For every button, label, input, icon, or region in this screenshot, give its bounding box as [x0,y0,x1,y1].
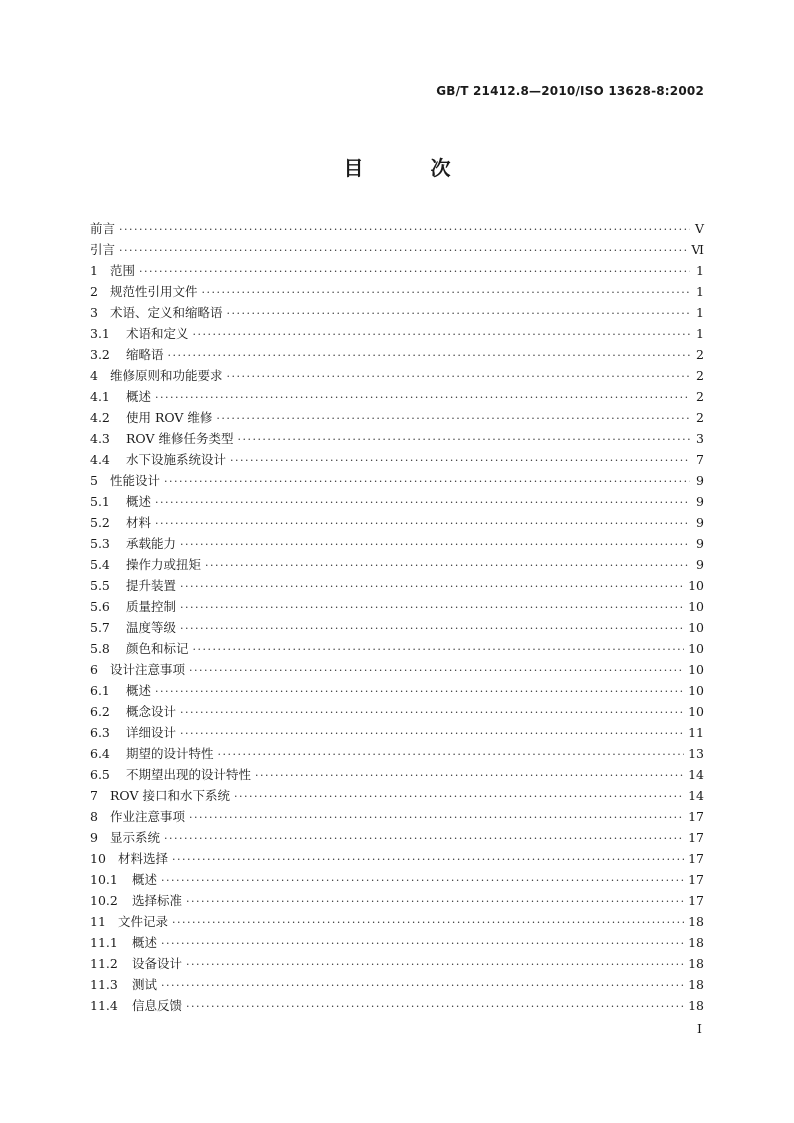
toc-entry[interactable] [90,576,704,597]
toc-entry-number: 1 [90,263,98,278]
toc-entry-label: 作业注意事项 [110,809,186,824]
toc-entry-label: 质量控制 [126,599,177,614]
toc-entry-number: 6 [90,662,98,677]
toc-entry-number: 4.4 [90,452,110,467]
toc-leader-dots [119,244,687,257]
toc-entry-number: 2 [90,284,98,299]
toc-entry[interactable] [90,744,704,765]
toc-entry-page: 10 [688,641,704,656]
toc-leader-dots [193,643,685,656]
toc-entry-label: 规范性引用文件 [110,284,198,299]
toc-leader-dots [155,685,684,698]
toc-entry-page: 18 [688,914,704,929]
toc-entry-label: 引言 [90,242,116,257]
toc-entry[interactable] [90,471,704,492]
toc-entry-number: 7 [90,788,98,803]
toc-entry[interactable] [90,639,704,660]
standard-code: GB/T 21412.8—2010/ISO 13628-8:2002 [436,84,704,98]
toc-leader-dots [172,916,684,929]
toc-entry[interactable] [90,240,704,261]
toc-entry-label: 概述 [132,935,158,950]
toc-entry-page: 10 [688,620,704,635]
toc-entry-page: 17 [688,809,704,824]
toc-leader-dots [255,769,684,782]
toc-entry[interactable] [90,912,704,933]
toc-entry-label: 材料选择 [118,851,169,866]
toc-entry-number: 5 [90,473,98,488]
toc-leader-dots [202,286,690,299]
toc-entry-number: 6.3 [90,725,110,740]
toc-entry-number: 5.5 [90,578,110,593]
toc-entry[interactable] [90,429,704,450]
toc-entry-page: 13 [688,746,704,761]
toc-entry-label: 术语和定义 [126,326,189,341]
toc-entry-number: 10.2 [90,893,118,908]
toc-entry-page: 1 [696,326,704,341]
toc-entry-page: 1 [696,284,704,299]
toc-entry[interactable] [90,681,704,702]
toc-entry-page: 17 [688,851,704,866]
toc-entry-page: 10 [688,578,704,593]
toc-entry-number: 11.2 [90,956,118,971]
toc-entry-number: 5.7 [90,620,110,635]
toc-entry-label: 期望的设计特性 [126,746,214,761]
toc-entry-label: 概念设计 [126,704,177,719]
toc-entry[interactable] [90,849,704,870]
toc-entry-page: 1 [696,305,704,320]
toc-entry[interactable] [90,765,704,786]
toc-leader-dots [180,622,684,635]
toc-entry-label: ROV 维修任务类型 [126,431,234,446]
toc-entry[interactable] [90,345,704,366]
page-number: Ⅰ [697,1021,702,1036]
toc-leader-dots [161,979,684,992]
toc-leader-dots [227,370,690,383]
toc-entry-page: 2 [696,368,704,383]
toc-leader-dots [180,601,684,614]
toc-entry-label: 概述 [132,872,158,887]
toc-entry-page: Ⅴ [694,221,704,236]
toc-entry-label: 概述 [126,494,152,509]
toc-entry-label: 使用 ROV 维修 [126,410,213,425]
toc-leader-dots [218,748,685,761]
toc-entry-page: 2 [696,410,704,425]
toc-entry-page: 9 [696,473,704,488]
toc-leader-dots [164,832,684,845]
toc-leader-dots [139,265,690,278]
toc-entry[interactable] [90,492,704,513]
toc-entry-page: 11 [688,725,704,740]
toc-entry-page: 2 [696,347,704,362]
toc-entry-number: 5.1 [90,494,110,509]
toc-entry-label: 水下设施系统设计 [126,452,227,467]
toc-entry-number: 4.1 [90,389,110,404]
toc-leader-dots [230,454,690,467]
toc-entry-number: 11.3 [90,977,118,992]
toc-entry[interactable] [90,891,704,912]
toc-leader-dots [227,307,690,320]
toc-entry-page: 7 [696,452,704,467]
toc-entry[interactable] [90,933,704,954]
toc-entry-label: 选择标准 [132,893,183,908]
toc-entry-page: 9 [696,536,704,551]
toc-entry[interactable] [90,534,704,555]
toc-leader-dots [168,349,690,362]
toc-entry-label: 设备设计 [132,956,183,971]
table-of-contents [90,219,704,1017]
toc-entry[interactable] [90,807,704,828]
toc-entry-number: 5.4 [90,557,110,572]
toc-entry-label: 详细设计 [126,725,177,740]
toc-entry-page: 17 [688,830,704,845]
toc-entry-number: 4 [90,368,98,383]
toc-entry-number: 11.4 [90,998,118,1013]
toc-entry-number: 6.4 [90,746,110,761]
toc-leader-dots [193,328,690,341]
toc-entry-page: 1 [696,263,704,278]
toc-entry-number: 4.2 [90,410,110,425]
toc-entry[interactable] [90,324,704,345]
toc-entry-number: 6.2 [90,704,110,719]
toc-leader-dots [161,874,684,887]
toc-entry-label: 缩略语 [126,347,164,362]
toc-entry-number: 10 [90,851,106,866]
toc-entry-label: 性能设计 [110,473,161,488]
toc-leader-dots [155,391,690,404]
toc-entry[interactable] [90,261,704,282]
toc-leader-dots [237,433,690,446]
toc-entry-label: 前言 [90,221,116,236]
toc-entry[interactable] [90,219,704,240]
toc-entry[interactable] [90,954,704,975]
toc-entry-number: 10.1 [90,872,118,887]
toc-entry-number: 11 [90,914,106,929]
toc-entry-page: 18 [688,998,704,1013]
toc-entry-label: 提升装置 [126,578,177,593]
toc-entry[interactable] [90,828,704,849]
toc-entry-number: 5.2 [90,515,110,530]
toc-entry-page: 18 [688,956,704,971]
toc-entry-number: 11.1 [90,935,118,950]
toc-leader-dots [189,664,684,677]
toc-entry-page: 17 [688,872,704,887]
toc-entry-label: 设计注意事项 [110,662,186,677]
toc-leader-dots [180,538,690,551]
toc-entry[interactable] [90,282,704,303]
toc-entry[interactable] [90,303,704,324]
toc-entry[interactable] [90,702,704,723]
toc-entry-label: 信息反馈 [132,998,183,1013]
toc-entry[interactable] [90,408,704,429]
toc-leader-dots [216,412,690,425]
toc-leader-dots [155,496,690,509]
toc-entry-page: 17 [688,893,704,908]
toc-entry-page: 9 [696,515,704,530]
toc-entry-label: 温度等级 [126,620,177,635]
toc-entry-page: 9 [696,557,704,572]
toc-leader-dots [186,1000,684,1013]
toc-entry-label: ROV 接口和水下系统 [110,788,230,803]
toc-entry-label: 术语、定义和缩略语 [110,305,223,320]
toc-entry[interactable] [90,450,704,471]
toc-entry-label: 操作力或扭矩 [126,557,202,572]
toc-entry[interactable] [90,975,704,996]
toc-entry-page: 14 [688,767,704,782]
toc-leader-dots [119,223,690,236]
toc-entry-page: 18 [688,977,704,992]
toc-entry-page: 10 [688,662,704,677]
toc-entry-page: 14 [688,788,704,803]
toc-entry-label: 显示系统 [110,830,161,845]
toc-entry[interactable] [90,387,704,408]
toc-entry-page: 10 [688,599,704,614]
toc-entry-number: 5.3 [90,536,110,551]
toc-entry[interactable] [90,723,704,744]
toc-leader-dots [234,790,684,803]
toc-entry[interactable] [90,513,704,534]
toc-leader-dots [205,559,690,572]
toc-entry-label: 概述 [126,683,152,698]
toc-entry[interactable] [90,786,704,807]
toc-leader-dots [155,517,690,530]
toc-entry-page: Ⅵ [691,242,704,257]
toc-entry-label: 不期望出现的设计特性 [126,767,252,782]
toc-entry-page: 2 [696,389,704,404]
toc-entry-number: 3.1 [90,326,110,341]
toc-leader-dots [172,853,684,866]
toc-entry[interactable] [90,996,704,1017]
toc-entry-label: 测试 [132,977,158,992]
toc-leader-dots [164,475,690,488]
toc-entry-number: 3 [90,305,98,320]
toc-entry-page: 10 [688,683,704,698]
toc-entry-label: 文件记录 [118,914,169,929]
toc-entry-page: 3 [696,431,704,446]
toc-entry[interactable] [90,660,704,681]
toc-leader-dots [180,580,684,593]
toc-entry-number: 8 [90,809,98,824]
toc-entry-number: 5.8 [90,641,110,656]
toc-entry[interactable] [90,618,704,639]
toc-entry-number: 4.3 [90,431,110,446]
toc-entry-number: 5.6 [90,599,110,614]
toc-entry-label: 颜色和标记 [126,641,189,656]
toc-entry-label: 维修原则和功能要求 [110,368,223,383]
toc-leader-dots [186,895,684,908]
toc-leader-dots [180,706,684,719]
toc-entry-number: 6.1 [90,683,110,698]
toc-entry-number: 3.2 [90,347,110,362]
toc-leader-dots [161,937,684,950]
toc-entry[interactable] [90,366,704,387]
toc-entry[interactable] [90,597,704,618]
toc-entry-page: 18 [688,935,704,950]
page-title: 目 次 [343,156,481,180]
toc-entry[interactable] [90,555,704,576]
toc-entry-page: 9 [696,494,704,509]
toc-leader-dots [180,727,684,740]
toc-entry-number: 9 [90,830,98,845]
toc-entry-label: 承载能力 [126,536,177,551]
toc-entry[interactable] [90,870,704,891]
toc-entry-label: 概述 [126,389,152,404]
toc-entry-label: 材料 [126,515,152,530]
toc-leader-dots [189,811,684,824]
toc-entry-page: 10 [688,704,704,719]
toc-entry-label: 范围 [110,263,136,278]
toc-leader-dots [186,958,684,971]
toc-entry-number: 6.5 [90,767,110,782]
